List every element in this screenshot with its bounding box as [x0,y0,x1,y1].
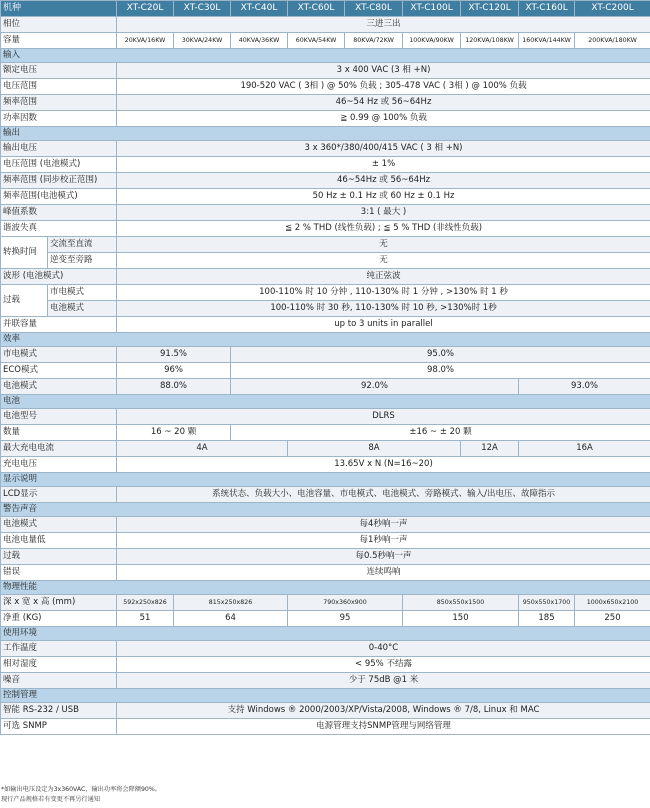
row-value: 51 [117,611,174,627]
section-environment [1,627,650,641]
row-value: 95 [288,611,403,627]
section-physical [1,581,650,595]
row-value: 92.0% [231,379,519,395]
phase-value: 三进三出 [117,17,650,33]
footnote-derating: *如输出电压设定为3x360VAC，输出功率将会降额90%。 [1,786,161,793]
row-value: 4A [117,441,288,457]
section-title: 物理性能 [1,581,650,595]
section-battery [1,395,650,409]
row-value: 3:1 ( 最大 ) [117,205,650,221]
row-value: 850x550x1500 [403,595,519,611]
section-title: 警告声音 [1,503,650,517]
header-row [1,1,650,17]
phase-label: 相位 [1,17,117,33]
row-value: 95.0% [231,347,650,363]
row-label: 深 x 宽 x 高 (mm) [1,595,117,611]
row-value: 950x550x1700 [519,595,575,611]
row-value: 少于 75dB @1 米 [117,673,650,689]
row-label: 频率范围 (同步校正范围) [1,173,117,189]
row-value: 91.5% [117,347,231,363]
row-label: 电池模式 [1,379,117,395]
row-value: ≧ 0.99 @ 100% 负载 [117,111,650,127]
row-label: 频率范围(电池模式) [1,189,117,205]
row-value: 100-110% 时 30 秒, 110-130% 时 10 秒, >130%时 1秒 [117,301,650,317]
row-label: 最大充电电流 [1,441,117,457]
row-value: 93.0% [519,379,650,395]
row-value: 64 [174,611,288,627]
capacity-value: 30KVA/24KW [174,33,231,49]
row-label: 输出电压 [1,141,117,157]
row-label: LCD显示 [1,487,117,503]
row-value: 连续鸣响 [117,565,650,581]
row-value: 系统状态、负载大小、电池容量、市电模式、电池模式、旁路模式、输入/出电压、故障指示 [117,487,650,503]
row-value: ≦ 2 % THD (线性负载) ; ≦ 5 % THD (非线性负载) [117,221,650,237]
row-label: ECO模式 [1,363,117,379]
row-value: 96% [117,363,231,379]
row-value: ±16 ~ ± 20 颗 [231,425,650,441]
section-display [1,473,650,487]
row-label: 谐波失真 [1,221,117,237]
sub-label: 市电模式 [48,285,117,301]
row-value: 0-40°C [117,641,650,657]
row-label: 功率因数 [1,111,117,127]
section-alarm [1,503,650,517]
row-value: 815x250x826 [174,595,288,611]
model-name: XT-C160L [519,1,575,17]
row-label: 噪音 [1,673,117,689]
row-value: 13.65V x N (N=16~20) [117,457,650,473]
row-label: 电压范围 (电池模式) [1,157,117,173]
capacity-value: 20KVA/16KW [117,33,174,49]
row-label: 电池模式 [1,517,117,533]
model-name: XT-C40L [231,1,288,17]
row-value: 1000x650x2100 [575,595,650,611]
row-value: 支持 Windows ® 2000/2003/XP/Vista/2008, Windows ® 7/8, Linux 和 MAC [117,703,650,719]
row-value: 46~54Hz 或 56~64Hz [117,173,650,189]
row-label: 波形 (电池模式) [1,269,117,285]
row-value: 每1秒响一声 [117,533,650,549]
row-value: 16 ~ 20 颗 [117,425,231,441]
row-label: 过载 [1,549,117,565]
row-label: 峰值系数 [1,205,117,221]
section-title: 电池 [1,395,650,409]
row-label: 智能 RS-232 / USB [1,703,117,719]
row-value: 790x360x900 [288,595,403,611]
row-value: 纯正弦波 [117,269,650,285]
section-management [1,689,650,703]
section-output [1,127,650,141]
row-label: 充电电压 [1,457,117,473]
row-value: 无 [117,237,650,253]
capacity-value: 120KVA/108KW [461,33,519,49]
capacity-value: 60KVA/54KW [288,33,345,49]
model-name: XT-C20L [117,1,174,17]
model-name: XT-C80L [345,1,403,17]
row-value: up to 3 units in parallel [117,317,650,333]
row-value: 592x250x826 [117,595,174,611]
row-value: 16A [519,441,650,457]
section-input [1,49,650,63]
sub-label: 逆变至旁路 [48,253,117,269]
row-value: 46~54 Hz 或 56~64Hz [117,95,650,111]
model-name: XT-C100L [403,1,461,17]
row-label: 净重 (KG) [1,611,117,627]
row-value: 无 [117,253,650,269]
section-title: 输出 [1,127,650,141]
row-label: 市电模式 [1,347,117,363]
model-name: XT-C120L [461,1,519,17]
section-title: 效率 [1,333,650,347]
capacity-value: 80KVA/72KW [345,33,403,49]
row-value: < 95% 不结露 [117,657,650,673]
capacity-label: 容量 [1,33,117,49]
row-label: 额定电压 [1,63,117,79]
capacity-value: 100KVA/90KW [403,33,461,49]
row-value: 100-110% 时 10 分钟 , 110-130% 时 1 分钟 , >130% 时 1 秒 [117,285,650,301]
row-label: 可选 SNMP [1,719,117,735]
row-value: 电源管理支持SNMP管理与网络管理 [117,719,650,735]
row-value: 8A [288,441,461,457]
row-label: 相对湿度 [1,657,117,673]
row-value: 50 Hz ± 0.1 Hz 或 60 Hz ± 0.1 Hz [117,189,650,205]
capacity-value: 40KVA/36KW [231,33,288,49]
row-value: 88.0% [117,379,231,395]
row-label: 错误 [1,565,117,581]
model-name: XT-C200L [575,1,650,17]
model-name: XT-C30L [174,1,231,17]
sub-label: 电池模式 [48,301,117,317]
row-label: 转换时间 [1,237,48,269]
model-label: 机种 [1,1,117,17]
footnote-disclaimer: 现行产品规格若有变更不再另行通知 [1,796,100,803]
row-label: 电池电量低 [1,533,117,549]
row-label: 数量 [1,425,117,441]
section-title: 显示说明 [1,473,650,487]
row-value: 190-520 VAC ( 3相 ) @ 50% 负载 ; 305-478 VAC ( 3相 ) @ 100% 负载 [117,79,650,95]
row-value: 3 x 400 VAC (3 相 +N) [117,63,650,79]
capacity-value: 160KVA/144KW [519,33,575,49]
row-label: 工作温度 [1,641,117,657]
model-name: XT-C60L [288,1,345,17]
row-value: 每0.5秒响一声 [117,549,650,565]
row-value: 每4秒响一声 [117,517,650,533]
row-value: 150 [403,611,519,627]
capacity-value: 200KVA/180KW [575,33,650,49]
sub-label: 交流至直流 [48,237,117,253]
row-value: 250 [575,611,650,627]
section-title: 控制管理 [1,689,650,703]
section-efficiency [1,333,650,347]
row-value: 3 x 360*/380/400/415 VAC ( 3 相 +N) [117,141,650,157]
row-value: 12A [461,441,519,457]
row-value: ± 1% [117,157,650,173]
row-value: 185 [519,611,575,627]
row-label: 频率范围 [1,95,117,111]
section-title: 输入 [1,49,650,63]
row-label: 电池型号 [1,409,117,425]
row-value: 98.0% [231,363,650,379]
section-title: 使用环境 [1,627,650,641]
row-label: 电压范围 [1,79,117,95]
phase-row [1,17,650,33]
row-value: DLRS [117,409,650,425]
capacity-row [1,33,650,49]
row-label: 过载 [1,285,48,317]
row-label: 并联容量 [1,317,117,333]
